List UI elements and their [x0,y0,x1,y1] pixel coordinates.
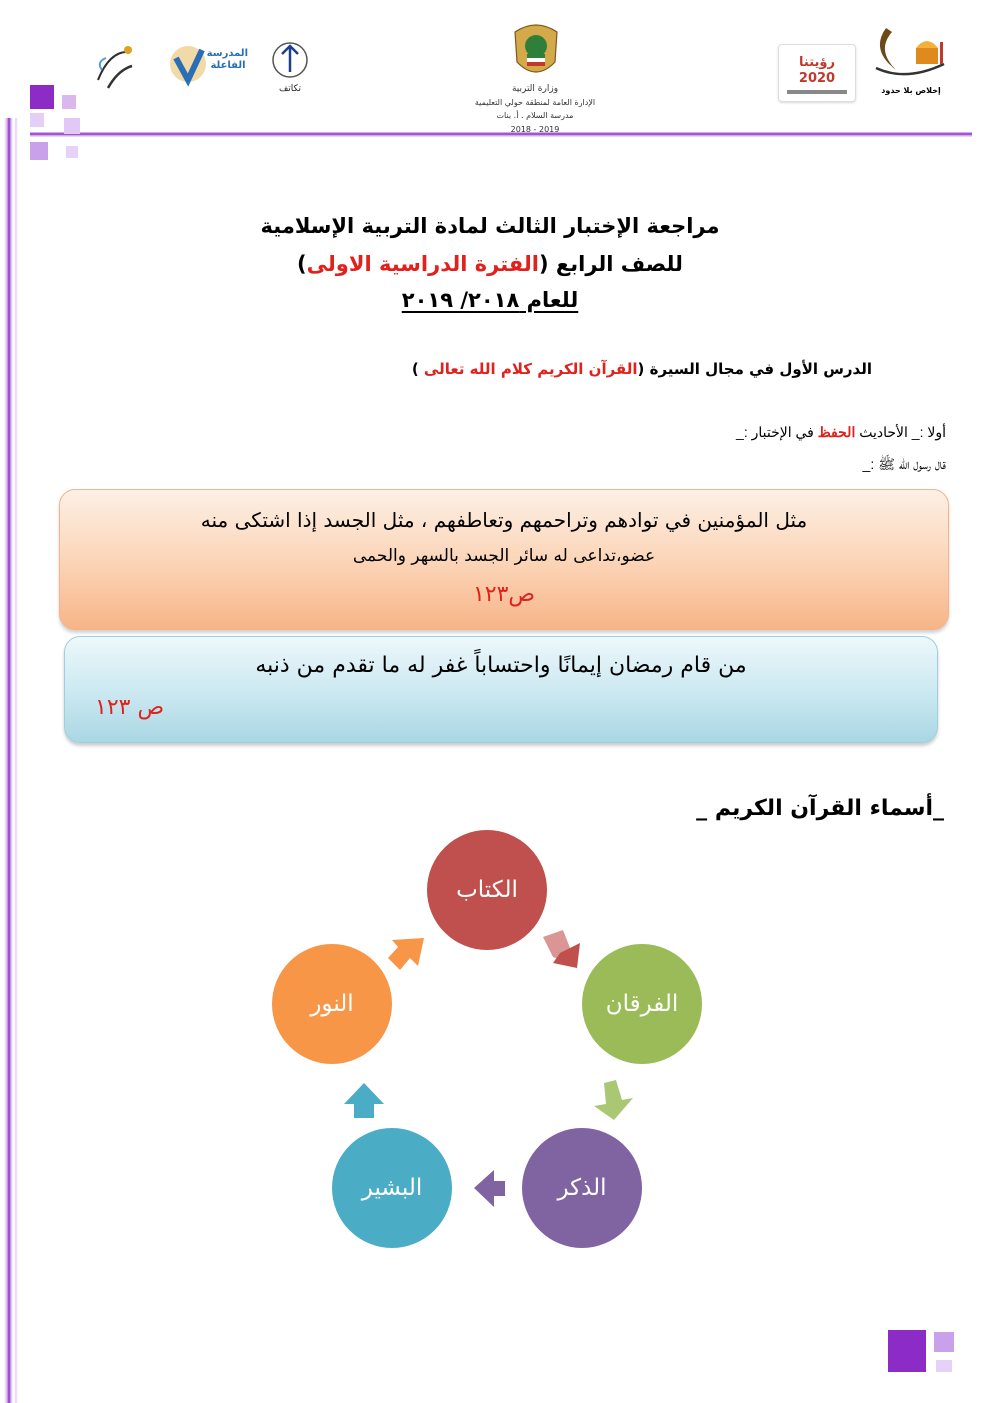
hadith2-line1: من قام رمضان إيمانًا واحتساباً غفر له ما تقدم من ذنبه [255,653,747,678]
prophet-said-line: قال رسول الله ﷺ :_ [862,456,946,472]
cycle-arrow [344,1083,384,1118]
lesson-topic: القرآن الكريم كلام الله تعالى [423,360,638,378]
ministry-name: وزارة التربية [511,84,559,94]
hadith1-line1: مثل المؤمنين في توادهم وتراحمهم وتعاطفهم ، مثل الجسد إذا اشتكى منه [200,508,808,532]
lesson-suffix: ) [411,360,424,378]
section-suffix: في الإختبار :_ [736,424,818,440]
cycle-arrow [388,938,424,970]
title-line2-suffix: ) [297,252,307,276]
vision-2020-label: رؤيتنا 2020 [798,55,836,86]
circle-bashir-label: البشير [361,1175,423,1201]
memorize-label: الحفظ [817,424,856,440]
circle-dhikr [522,1128,642,1248]
quran-names-heading: _أسماء القرآن الكريم _ [696,796,944,821]
hadith1-line2: عضو،تداعى له سائر الجسد بالسهر والحمى [352,546,656,566]
semester-label: الفترة الدراسية الاولى [306,252,539,276]
circle-noor-label: النور [310,991,354,1017]
sincerity-caption: إخلاص بلا حدود [881,86,941,95]
cycle-arrow [594,1080,633,1120]
circle-furqan [582,944,702,1064]
circle-kitab-label: الكتاب [456,877,518,903]
title-line1-text: مراجعة الإختبار الثالث لمادة التربية الإسلامية [260,214,720,238]
circle-noor [272,944,392,1064]
hadith1-page-ref: ص١٢٣ [472,582,536,607]
hadith2-page-ref: ص ١٢٣ [95,695,165,720]
circle-dhikr-label: الذكر [557,1175,607,1201]
school-year: 2018 - 2019 [510,125,560,134]
directorate-name: الإدارة العامة لمنطقة حولي التعليمية [474,98,596,107]
academic-year: للعام ٢٠١٨/ ٢٠١٩ [401,288,579,312]
cycle-arrow [474,1170,505,1207]
section-prefix: أولا :_ الأحاديث [855,424,946,440]
takatof-label: تكاتف [278,84,302,94]
school-name: مدرسة السلام . أ. بنات [496,111,574,120]
effective-school-label: المدرسة الفاعلة [206,48,248,71]
circle-bashir [332,1128,452,1248]
title-line2-prefix: للصف الرابع ( [538,252,683,276]
lesson-prefix: الدرس الأول في مجال السيرة ( [637,360,872,378]
circle-furqan-label: الفرقان [605,991,679,1017]
circle-kitab [427,830,547,950]
